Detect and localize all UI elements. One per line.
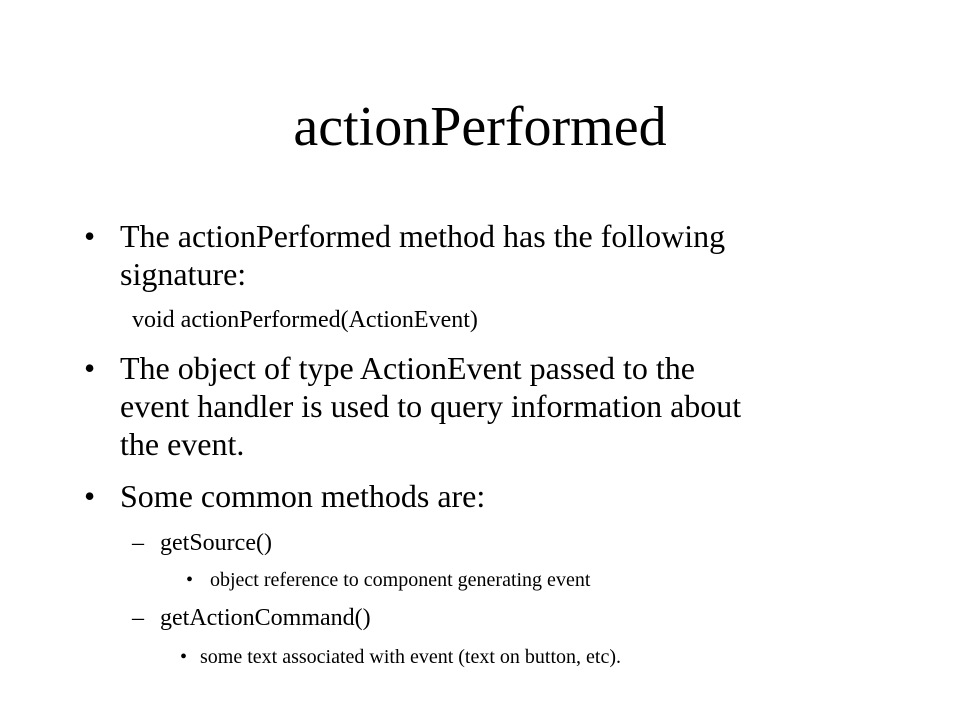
method2-description: some text associated with event (text on button, etc). — [200, 646, 621, 668]
bullet-marker: • — [186, 569, 194, 591]
slide-title: actionPerformed — [293, 96, 667, 158]
method1-name: getSource() — [160, 530, 272, 556]
method1-description: object reference to component generating event — [210, 569, 591, 591]
bullet1-line2: signature: — [120, 256, 247, 292]
bullet-marker: • — [84, 350, 96, 386]
bullet-marker: • — [180, 646, 188, 668]
bullet2-line2: event handler is used to query information about — [120, 388, 742, 424]
method2-name: getActionCommand() — [160, 605, 371, 631]
signature-code: void actionPerformed(ActionEvent) — [132, 307, 478, 333]
bullet-marker: • — [84, 478, 96, 514]
bullet-marker: • — [84, 218, 96, 254]
dash-marker: – — [132, 605, 144, 631]
bullet2-line1: The object of type ActionEvent passed to the — [120, 350, 695, 386]
bullet3-text: Some common methods are: — [120, 478, 486, 514]
bullet2-line3: the event. — [120, 426, 245, 462]
dash-marker: – — [132, 530, 144, 556]
bullet1-line1: The actionPerformed method has the following — [120, 218, 726, 254]
